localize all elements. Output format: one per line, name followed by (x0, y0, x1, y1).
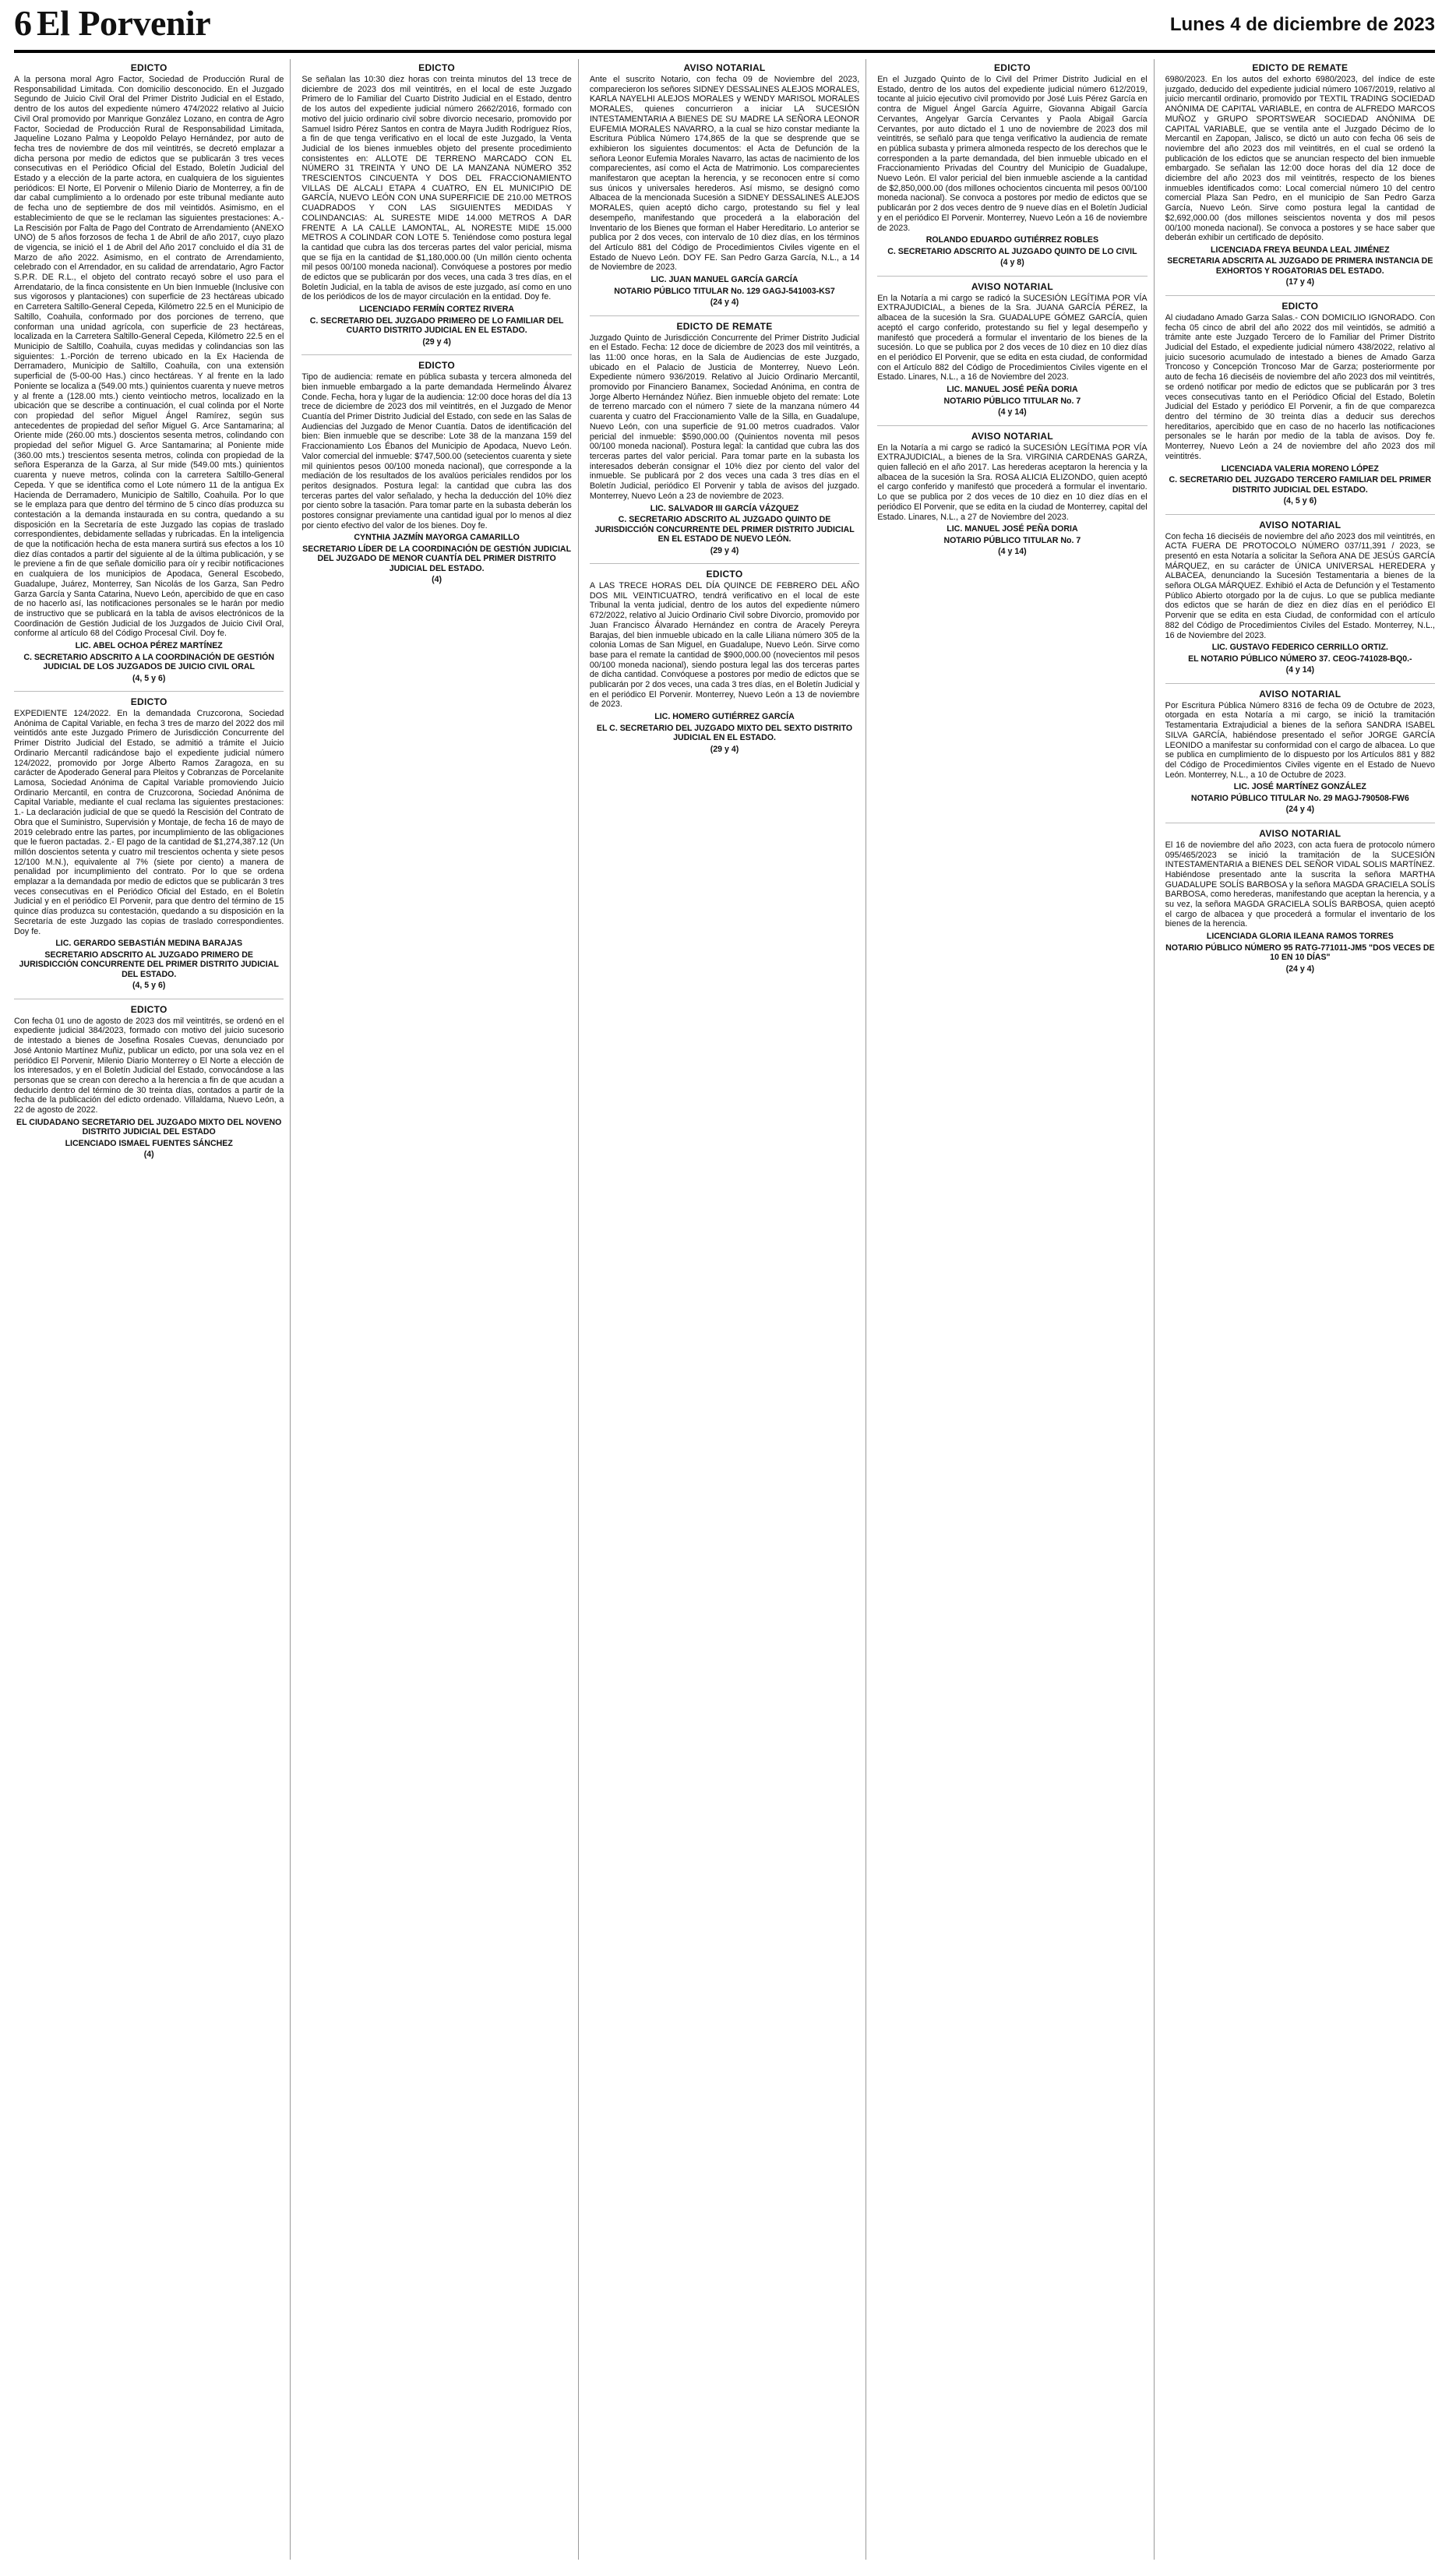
notice-body: Por Escritura Pública Número 8316 de fecha 09 de Octubre de 2023, otorgada en esta Notaría a mi cargo, se inició la tramitación Testamentaria Extrajudicial a bienes de la señora SANDRA ISABEL SILVA GARCÍA, habiéndose presentado el señor JORGE GARCÍA LEONIDO a manifestar su conformidad con el cargo de albacea. Lo que se publica en cumplimiento de lo dispuesto por los Artículos 881 y 882 del Código de Procedimientos Civiles vigente en el Estado de Nuevo León. Monterrey, N.L., a 10 de Octubre de 2023. (1165, 700, 1435, 780)
notice-signer: LICENCIADO FERMÍN CORTEZ RIVERA (359, 305, 515, 315)
notice-divider (877, 425, 1147, 426)
legal-notice (301, 360, 571, 585)
notice-divider (1165, 295, 1435, 296)
notice-signer: LIC. GUSTAVO FEDERICO CERRILLO ORTIZ. (1211, 643, 1388, 653)
notice-heading: AVISO NOTARIAL (683, 62, 766, 73)
notice-signer: LIC. JOSÉ MARTÍNEZ GONZÁLEZ (1233, 782, 1366, 792)
notice-body: En el Juzgado Quinto de lo Civil del Primer Distrito Judicial en el Estado, dentro de los autos del expediente judicial número 612/2019, tocante al juicio ejecutivo civil promovido por José Luis Pérez García en contra de Miguel Ángel García Aguirre, Giovanna Abigail García Cervantes, Angelyar García Cervantes y Paola Abigail García Cervantes, por auto dictado el 1 uno de noviembre de 2023 dos mil veintitrés, se señaló para que tenga verificativo la audiencia de remate en pública subasta y primera almoneda respecto de los derechos que le corresponden a la parte demandada, del bien inmueble ubicado en el Fraccionamiento Privadas del Country del Municipio de Guadalupe, Nuevo León. El valor pericial del bien inmueble asciende a la cantidad de $2,850,000.00 (dos millones ochocientos cincuenta mil pesos 00/100 moneda nacional). Se convoca a postores por medio de edictos que se publicarán por 2 dos veces dentro de 9 nueve días en el Boletín Judicial y en el periódico El Porvenir. Monterrey, Nuevo León a 16 de noviembre de 2023. (877, 75, 1148, 233)
notice-heading: EDICTO (130, 1003, 167, 1015)
notice-heading: AVISO NOTARIAL (1259, 688, 1341, 700)
notice-publication-ref: (29 y 4) (422, 337, 451, 347)
notice-heading: EDICTO (130, 62, 167, 73)
notice-heading: EDICTO (418, 360, 456, 372)
notice-signer: LIC. MANUEL JOSÉ PEÑA DORIA (947, 524, 1078, 534)
notice-signer: CYNTHIA JAZMÍN MAYORGA CAMARILLO (354, 533, 520, 543)
notice-publication-ref: (24 y 4) (710, 298, 739, 308)
notice-column-3 (590, 59, 866, 2560)
notice-signer-title: SECRETARIA ADSCRITA AL JUZGADO DE PRIMERA INSTANCIA DE EXHORTOS Y ROGATORIAS DEL ESTADO. (1167, 256, 1433, 276)
notice-body: Al ciudadano Amado Garza Salas.- CON DOMICILIO IGNORADO. Con fecha 05 cinco de abril del año 2022 dos mil veintidós, se admitió a trámite ante este Juzgado Tercero de lo Familiar del Primer Distrito Judicial del Estado, el expediente judicial número 438/2022, relativo al juicio sucesorio acumulado de intestado a bienes de Amado Garza Troncoso y Concepción Troncoso Mar de Garza; posteriormente por auto de fecha 16 dieciséis de noviembre del año 2023 dos mil veintitrés, se ordenó notificar por medio de edictos que se publicarán por 3 tres veces consecutivas tanto en el Periódico Oficial del Estado, Boletín Judicial del Estado y periódico El Porvenir, a fin de que comparezca dentro del término de 30 treinta días a deducir sus derechos hereditarios, apercibido que en caso de no hacerlo las notificaciones personales se le harán por medio de la tabla de avisos. Doy fe. Monterrey, Nuevo León a 24 de noviembre del año 2023 dos mil veintitrés. (1165, 312, 1435, 461)
notice-signer: LIC. HOMERO GUTIÉRREZ GARCÍA (654, 712, 795, 722)
notice-divider (1165, 683, 1435, 684)
issue-date: Lunes 4 de diciembre de 2023 (1169, 14, 1435, 35)
notice-heading: EDICTO (130, 696, 167, 708)
notice-divider (590, 315, 859, 316)
notice-signer: ROLANDO EDUARDO GUTIÉRREZ ROBLES (925, 235, 1099, 245)
notice-signer-title: C. SECRETARIO ADSCRITO AL JUZGADO QUINTO DE LO CIVIL (887, 246, 1137, 256)
notice-signer-title: NOTARIO PÚBLICO TITULAR No. 7 (943, 535, 1081, 545)
notice-heading: EDICTO (1282, 300, 1319, 312)
notice-signer: LIC. JUAN MANUEL GARCÍA GARCÍA (650, 275, 799, 285)
notice-signer: LIC. GERARDO SEBASTIÁN MEDINA BARAJAS (55, 939, 243, 949)
notice-signer: LICENCIADA FREYA BEUNDA LEAL JIMÉNEZ (1211, 245, 1390, 255)
notice-divider (14, 691, 284, 692)
notice-heading: AVISO NOTARIAL (971, 280, 1053, 292)
notice-signer: LICENCIADA VALERIA MORENO LÓPEZ (1221, 463, 1379, 474)
notice-signer-title: EL NOTARIO PÚBLICO NÚMERO 37. CEOG-741028-BQ0.- (1188, 654, 1412, 664)
notice-heading: EDICTO (706, 569, 743, 580)
notice-signer-title: EL C. SECRETARIO DEL JUZGADO MIXTO DEL SEXTO DISTRITO JUDICIAL EN EL ESTADO. (596, 723, 853, 743)
notice-body: EXPEDIENTE 124/2022. En la demandada Cruzcorona, Sociedad Anónima de Capital Variable, en fecha 3 tres de marzo del 2022 dos mil veintidós ante este Juzgado Primero de Jurisdicción Concurrente del Primer Distrito Judicial del Estado, se admitió a trámite el Juicio Ordinario Mercantil radicándose bajo el expediente judicial número 124/2022, promovido por Jorge Alberto Ramos Zaragoza, en su carácter de Apoderado General para Pleitos y Cobranzas de Porcelanite Lamosa, Sociedad Anónima de Capital Variable promoviendo Juicio Ordinario Mercantil, en contra de Cruzcorona, Sociedad Anónima de Capital Variable, mediante el cual reclama las siguientes prestaciones: 1.- La declaración judicial de que se quedó la Rescisión del Contrato de Obra que el Suministro, Supervisión y Montaje, de fecha 16 de mayo de 2019 celebrado entre las partes, por incumplimiento de las obligaciones que le fueron pactadas. 2.- El pago de la cantidad de $1,274,387.12 (Un millón doscientos setenta y cuatro mil trescientos ochenta y siete pesos 12/100 M.N.), equivalente al 7% (siete por ciento) a manera de penalidad por incumplimiento del contrato. Por lo que se ordena emplazar a la demandada por medio de edictos que se publicarán 3 tres veces consecutivas en el Periódico Oficial del Estado, en el Boletín Judicial y en el periódico El Porvenir, para que dentro del término de 15 quince días produzca su contestación, quedando a su disposición en la Secretaría de este Juzgado las copias de traslado correspondientes. Doy fe. (14, 709, 284, 936)
notice-body: Ante el suscrito Notario, con fecha 09 de Noviembre del 2023, comparecieron los señores SIDNEY DESSALINES ALEJOS MORALES, KARLA NAYELHI ALEJOS MORALES y WENDY MARISOL MORALES MORALES, quienes concurrieron a iniciar LA SUCESIÓN INTESTAMENTARIA A BIENES DE SU MADRE LA SEÑORA LEONOR EUFEMIA MORALES NAVARRO, a la cual se hizo constar mediante la Escritura Pública Número 174,865 de la que se desprende que se exhibieron los siguientes documentos: el Acta de Defunción de la señora Leonor Eufemia Morales Navarro, las actas de nacimiento de los comparecientes, así como el Acta de Matrimonio. Los comparecientes manifestaron que aceptan la herencia, y se reconocen entre sí como sus únicos y universales herederos. Así mismo, se designó como Albacea de la mencionada Sucesión a SIDNEY DESSALINES ALEJOS MORALES, quien aceptó dicho cargo, protestando su fiel y leal desempeño, manifestando que procederá a la elaboración del Inventario de los Bienes que forman el Haber Hereditario. Lo anterior se publica por 2 dos veces, con intervalo de 10 diez días, en los términos del Artículo 881 del Código de Procedimientos Civiles vigente en el Estado de Nuevo León. DOY FE. San Pedro Garza García, N.L., a 14 de Noviembre de 2023. (589, 75, 860, 273)
notice-publication-ref: (4) (432, 575, 442, 585)
legal-notice (14, 62, 284, 683)
notice-publication-ref: (24 y 4) (1285, 964, 1315, 974)
legal-notice (1165, 301, 1435, 506)
notice-body: Con fecha 16 dieciséis de noviembre del año 2023 dos mil veintitrés, en ACTA FUERA DE PROTOCOLO NÚMERO 037/11,391 / 2023, se presentó en esta Notaría a solicitar la Señora ANA DE JESÚS GARCÍA MÁRQUEZ, en su carácter de ÚNICA UNIVERSAL HEREDERA y ALBACEA, denunciando la Sucesión Testamentaria a bienes de la señora OLGA MÁRQUEZ. Exhibió el Acta de Defunción y el Testamento Público Abierto otorgado por la de cujus. Lo que se publica mediante dos edictos que se harán de diez en diez días en el periódico El Porvenir que se edita en esta Ciudad, de conformidad con el artículo 882 del Código de Procedimientos Civiles del Estado. Monterrey, N.L., 16 de Noviembre del 2023. (1165, 531, 1435, 640)
legal-notice (877, 281, 1147, 418)
notice-column-2 (301, 59, 578, 2560)
notice-body: El 16 de noviembre del año 2023, con acta fuera de protocolo número 095/465/2023 se inició la tramitación de la SUCESIÓN INTESTAMENTARIA a BIENES DEL SEÑOR VIDAL SOLIS MARTÍNEZ. Habiéndose presentado ante la suscrita la señora MARTHA GUADALUPE SOLÍS BARBOSA y la señora MAGDA GRACIELA SOLÍS BARBOSA, como herederas, manifestando que aceptan la herencia, y a su vez, la señora MAGDA GRACIELA SOLÍS BARBOSA, quien aceptó el cargo de albacea y que procederá a formular el inventario de los bienes de la herencia. (1165, 840, 1435, 929)
notice-signer: LIC. SALVADOR III GARCÍA VÁZQUEZ (650, 503, 799, 513)
legal-notice (14, 696, 284, 991)
legal-notice (1165, 520, 1435, 675)
masthead-brand (14, 2, 210, 45)
notice-heading: AVISO NOTARIAL (1259, 519, 1341, 530)
notice-body: En la Notaría a mi cargo se radicó la SUCESIÓN LEGÍTIMA POR VÍA EXTRAJUDICIAL, a bienes de la Sra. VIRGINIA CARDENAS GARZA, quien falleció en el año 2017. Las herederas aceptaron la herencia y la albacea de la sucesión la Sra. ROSA ALICIA ELIZONDO, quien aceptó el cargo conferido y manifestó que procederá a formular el inventario. Lo que se publica por 2 dos veces de 10 diez en 10 diez días en el periódico El Porvenir, que se edita en la ciudad de Monterrey, capital del Estado. Linares, N.L., a 27 de Noviembre del 2023. (877, 442, 1148, 522)
notice-publication-ref: (29 y 4) (710, 744, 739, 754)
notice-signer: EL CIUDADANO SECRETARIO DEL JUZGADO MIXTO DEL NOVENO DISTRITO JUDICIAL DEL ESTADO (16, 1117, 282, 1137)
notice-signer-title: C. SECRETARIO DEL JUZGADO TERCERO FAMILIAR DEL PRIMER DISTRITO JUDICIAL DEL ESTADO. (1169, 475, 1432, 495)
notice-signer: LIC. MANUEL JOSÉ PEÑA DORIA (947, 385, 1078, 395)
notice-body: Se señalan las 10:30 diez horas con treinta minutos del 13 trece de diciembre de 2023 dos mil veintitrés, en el local de este Juzgado Primero de lo Familiar del Cuarto Distrito Judicial en el Estado, dentro de los autos del expediente judicial número 2662/2016, formado con motivo del juicio ordinario civil sobre divorcio necesario, promovido por Samuel Isidro Pérez Santos en contra de Mayra Judith Rodríguez Ríos, a fin de que tenga verificativo en el local de este Juzgado, la Venta Judicial de los bienes inmuebles objeto del presente procedimiento consistentes en: ALLOTE DE TERRENO MARCADO CON EL NÚMERO 31 TREINTA Y UNO DE LA MANZANA NÚMERO 352 TRESCIENTOS CINCUENTA Y DOS DEL FRACCIONAMIENTO VILLAS DE ALCALI ETAPA 4 CUATRO, EN EL MUNICIPIO DE GARCÍA, NUEVO LEÓN CON UNA SUPERFICIE DE 210.00 METROS CUADRADOS Y CON LAS SIGUIENTES MEDIDAS Y COLINDANCIAS: AL SURESTE MIDE 14.000 METROS A DAR FRENTE A LA CALLE LAMONTAL, AL NORESTE MIDE 15.000 METROS A COLINDAR CON LOTE 5. Teniéndose como postura legal la cantidad que cubra las dos terceras partes del valor pericial, misma que se fija en la cantidad de $1,180,000.00 (Un millón ciento ochenta mil pesos 00/100 moneda nacional). Convóquese a postores por medio de edictos que se publicarán por dos veces, una cada 3 tres días, en el Boletín Judicial, en la tabla de avisos de este juzgado, así como en uno de los periódicos de los de mayor circulación en la entidad. Doy fe. (301, 75, 572, 302)
newspaper-name: El Porvenir (37, 3, 211, 43)
notice-publication-ref: (24 y 4) (1285, 805, 1315, 815)
notice-publication-ref: (4) (143, 1150, 154, 1160)
notice-body: 6980/2023. En los autos del exhorto 6980/2023, del índice de este juzgado, deducido del expediente judicial número 1067/2019, relativo al juicio mercantil ordinario, promovido por TEXTIL TRADING SOCIEDAD ANÓNIMA DE CAPITAL VARIABLE, en contra de ALFREDO MARCOS MUÑOZ y GRUPO SPORTSWEAR SOCIEDAD ANÓNIMA DE CAPITAL VARIABLE, que se ventila ante el Juzgado Décimo de lo Mercantil en Zapopan, Jalisco, se dictó un auto con fecha 06 seis de noviembre del año 2023 dos mil veintitrés, en el cual se ordenó la publicación de los edictos que se anuncian respecto del bien inmueble embargado. Se señalan las 12:00 doce horas del día 12 doce de diciembre del año 2023 dos mil veintitrés, respecto de los bienes inmuebles identificados como: Local comercial número 10 del centro comercial Plaza San Pedro, en el municipio de San Pedro Garza García, Nuevo León. Sirve como postura legal la cantidad de $2,692,000.00 (dos millones seiscientos noventa y dos mil pesos 00/100 moneda nacional). Se convoca a postores y se hace saber que deberán exhibir un certificado de depósito. (1165, 75, 1435, 243)
notice-publication-ref: (4 y 14) (998, 547, 1027, 557)
notice-column-1 (14, 59, 291, 2560)
notice-signer-title: C. SECRETARIO DEL JUZGADO PRIMERO DE LO FAMILIAR DEL CUARTO DISTRITO JUDICIAL EN EL ESTADO. (309, 315, 564, 336)
notice-signer: LIC. ABEL OCHOA PÉREZ MARTÍNEZ (75, 641, 223, 651)
notice-publication-ref: (4, 5 y 6) (132, 981, 166, 991)
notice-divider (590, 563, 859, 564)
notice-body: A LAS TRECE HORAS DEL DÍA QUINCE DE FEBRERO DEL AÑO DOS MIL VEINTICUATRO, tendrá verificativo en el local de este Tribunal la venta judicial, dentro de los autos del expediente número 672/2022, relativo al Juicio Ordinario Civil sobre Divorcio, promovido por Juan Francisco Álvarado Hernández en contra de Aracely Pereyra Barajas, del bien inmueble ubicado en la calle Liliana número 305 de la colonia Lomas de San Miguel, en Guadalupe, Nuevo León. Sirve como base para el remate la cantidad de $900,000.00 (novecientos mil pesos 00/100 moneda nacional), siendo postura legal las dos terceras partes de dicha cantidad. Convóquese a postores por medio de edictos que se publicarán por 2 dos veces, una cada 3 tres días, en el Boletín Judicial y en el periódico El Porvenir. Monterrey, Nuevo León a 13 de noviembre de 2023. (589, 581, 860, 710)
legal-notice (877, 62, 1147, 268)
notice-signer-title: C. SECRETARIO ADSCRITO AL JUZGADO QUINTO DE JURISDICCIÓN CONCURRENTE DEL PRIMER DISTRITO JUDICIAL EN EL ESTADO DE NUEVO LEÓN. (594, 515, 855, 544)
notice-divider (877, 276, 1147, 277)
notice-signer-title: NOTARIO PÚBLICO TITULAR No. 129 GAGJ-541003-KS7 (614, 286, 835, 296)
notice-heading: EDICTO (418, 62, 456, 73)
notice-publication-ref: (4 y 14) (998, 407, 1027, 418)
notice-signer: LICENCIADA GLORIA ILEANA RAMOS TORRES (1206, 932, 1394, 942)
notice-signer-title: C. SECRETARIO ADSCRITO A LA COORDINACIÓN DE GESTIÓN JUDICIAL DE LOS JUZGADOS DE JUICIO CIVIL ORAL (23, 652, 275, 672)
notice-body: Tipo de audiencia: remate en pública subasta y tercera almoneda del bien inmueble embargado a la parte demandada Hermelindo Álvarez Conde. Fecha, hora y lugar de la audiencia: 12:00 doce horas del día 13 trece de diciembre de 2023 dos mil veintitrés, en el Juzgado de Menor Cuantía del Primer Distrito Judicial del Estado, con sede en las Salas de Audiencias del Juzgado de Menor Cuantía. Datos de identificación del bien: Bien inmueble que se describe: Lote 38 de la manzana 159 del Fraccionamiento Los Ébanos del Municipio de Apodaca, Nuevo León. Valor comercial del inmueble: $747,500.00 (setecientos cuarenta y siete mil quinientos pesos 00/100 moneda nacional), que corresponde a la mediación de los resultados de los avalúos periciales rendidos por los peritos designados. Postura legal: la cantidad que cubra las dos terceras partes del valor señalado, y hecha la deducción del 10% diez por ciento sobre la tasación. Para tomar parte en la subasta deberán los postores consignar previamente una cantidad igual por lo menos al diez por ciento efectivo del valor de los bienes. Doy fe. (301, 372, 572, 530)
notice-heading: AVISO NOTARIAL (971, 430, 1053, 442)
notice-publication-ref: (4, 5 y 6) (132, 673, 166, 683)
notice-body: A la persona moral Agro Factor, Sociedad de Producción Rural de Responsabilidad Limitada. Con domicilio desconocido. En el Juzgado Segundo de Juicio Civil Oral del Primer Distrito Judicial en el Estado, dentro de los autos del expediente número 474/2022 relativo al Juicio Civil Oral promovido por Manrique González Lozano, en contra de Agro Factor, Sociedad de Producción Rural de Responsabilidad Limitada, Jaqueline Lozano Palma y Leopoldo Pelayo Hernández, por auto de fecha tres de noviembre de dos mil veintitrés, se decretó emplazar a dicha persona por medio de edictos que se publicarán 3 tres veces consecutivas en el Periódico Oficial del Estado, Boletín Judicial del Estado y a elección de la parte actora, en cualquiera de los siguientes periódicos: El Norte, El Porvenir o Milenio Diario de Monterrey, a fin de dar cabal cumplimiento a lo ordenado por este tribunal mediante auto de fecha uno de septiembre de dos mil veintidós. Asimismo, en el establecimiento de que se le reclaman las siguientes prestaciones: A.- La Rescisión por Falta de Pago del Contrato de Arrendamiento (ANEXO UNO) de 5 años forzosos de fecha 1 de Abril de año 2017, cuyo plazo de vigencia, se inició el 1 de Abril del Año 2017 concluido el día 31 de Marzo de año 2022. Asimismo, en el contrato de Arrendamiento, celebrado con el Arrendador, en su calidad de arrendatario, Agro Factor S.P.R. DE R.L., el objeto del contrato recayó sobre el uso para el Arrendatario, de la finca consistente en Un bien Inmueble (Inclusive con sus vigorosos y plantaciones) con superficie de 23 hectáreas ubicado en Carretera Saltillo-General Cepeda, Kilómetro 22.5 en el Municipio de Saltillo, Coahuila, conformado por dos porciones de terreno, que conforman una unidad agrícola, con superficie de 23 hectáreas, localizada en la Carretera Saltillo-General Cepeda, Kilómetro 22.5 en el Municipio de Saltillo, Coahuila, cuyas medidas y colindancias son las siguientes: 1.-Porción de terreno ubicado en la Ex Hacienda de Derramadero, Municipio de Saltillo, Coahuila, con una extensión superficial de (5-00-00 Has.) cinco hectáreas. Y al frente en la lado Poniente se localiza a (549.00 mts.) quinientos cuarenta y nueve metros y al frente a (128.00 mts.) ciento veintiocho metros, localizado en la ubicación que se describe a continuación, el cual colinda por el Norte con propiedad del señor Miguel Ángel Ramírez, según sus antecedentes de propiedad del señor Miguel G. Arce Santamarina; al Oriente mide (260.00 mts.) doscientos sesenta metros, colindando con propiedad del señor Miguel G. Arce Santamarina; al Poniente mide (360.00 mts.) trescientos sesenta metros, colinda con propiedad de la señora Esperanza de la Garza, al Sur mide (549.00 mts.) quinientos cuarenta y nueve metros, colinda con la carretera Saltillo-General Cepeda. Y que se identifica como el Lote número 11 de la antigua Ex Hacienda de Derramadero, Municipio de Saltillo, Coahuila. Por lo que se le emplaza para que dentro del término de 5 cinco días produzca su contestación a la demanda instaurada en su contra, quedando a su disposición en la Secretaría de este Juzgado las copias de traslado correspondientes, debidamente selladas y rubricadas. En la inteligencia de que la notificación hecha de esta manera surtirá sus efectos a los 10 diez días contados a partir del siguiente al de la última publicación, y se le previene a fin de que señale domicilio para oír y recibir notificaciones en cualquiera de los municipios de Apodaca, General Escobedo, Guadalupe, Juárez, Monterrey, San Nicolás de los Garza, San Pedro Garza García y Santa Catarina, Nuevo León, apercibido de que en caso de no hacerlo así, las notificaciones personales se le harán por medio de instructivo que se publicará en la tabla de avisos electrónicos de la Coordinación de Gestión Judicial de los Juzgados de Juicio Civil Oral, conforme al artículo 68 del Código Procesal Civil. Doy fe. (14, 75, 284, 639)
legal-notice (877, 431, 1147, 557)
notice-signer-title: NOTARIO PÚBLICO TITULAR No. 7 (943, 396, 1081, 406)
notice-heading: EDICTO DE REMATE (676, 320, 773, 332)
notice-body: Juzgado Quinto de Jurisdicción Concurrente del Primer Distrito Judicial en el Estado. Fecha: 12 doce de diciembre de 2023 dos mil veintitrés, a las 11:00 once horas, en la Sala de Audiencias de este Juzgado, ubicado en el Palacio de Justicia de Monterrey, Nuevo León. Expediente número 936/2019. Relativo al Juicio Ordinario Mercantil, promovido por Financiero Banamex, Sociedad Anónima, en contra de Jorge Alberto Hernández Núñez. Bien inmueble objeto del remate: Lote de terreno marcado con el número 7 siete de la manzana número 44 cuarenta y cuatro del Fraccionamiento Valle de la Silla, en Guadalupe, Nuevo León, con una superficie de 91.00 metros cuadrados. Valor pericial del inmueble: $590,000.00 (Quinientos noventa mil pesos 00/100 moneda nacional). Postura legal: la cantidad que cubra las dos terceras partes del valor pericial. Para tomar parte en la subasta los interesados deberán consignar el 10% diez por ciento del valor del inmueble. Se publicará por 2 dos veces una cada 3 tres días en el Boletín Judicial, periódico El Porvenir y tabla de avisos del juzgado. Monterrey, Nuevo León a 23 de noviembre de 2023. (589, 333, 860, 501)
legal-notice (1165, 828, 1435, 974)
notice-publication-ref: (4, 5 y 6) (1283, 496, 1317, 506)
notice-signer-title: NOTARIO PÚBLICO NÚMERO 95 RATG-771011-JM5 "DOS VECES DE 10 EN 10 DÍAS" (1165, 943, 1435, 963)
notice-publication-ref: (4 y 14) (1285, 665, 1315, 675)
legal-notice (14, 1004, 284, 1160)
legal-notice (301, 62, 571, 347)
notice-divider (301, 354, 571, 355)
notice-column-4 (877, 59, 1154, 2560)
notice-publication-ref: (4 y 8) (1000, 258, 1024, 268)
notice-signer-title: LICENCIADO ISMAEL FUENTES SÁNCHEZ (65, 1138, 233, 1148)
notice-signer-title: SECRETARIO LÍDER DE LA COORDINACIÓN DE GESTIÓN JUDICIAL DEL JUZGADO DE MENOR CUANTÍA DEL PRIMER DISTRITO JUDICIAL DEL ESTADO. (302, 544, 572, 573)
notice-divider (1165, 514, 1435, 515)
masthead (14, 0, 1435, 53)
notice-body: Con fecha 01 uno de agosto de 2023 dos mil veintitrés, se ordenó en el expediente judicial 384/2023, formado con motivo del juicio sucesorio de intestado a bienes de Josefina Rosales Cuevas, denunciado por José Antonio Martínez Muñiz, publicar un edicto, por una sola vez en el periódico El Porvenir, Milenio Diario Monterrey o El Norte a elección de los interesados, y en el Boletín Judicial del Estado, convocándose a las personas que se crean con derecho a la herencia a fin de que acudan a deducirlo dentro del término de 30 treinta días, contados a partir de la fecha de la publicación del edicto ordenado. Villaldama, Nuevo León, a 22 de agosto de 2022. (14, 1016, 284, 1115)
notice-publication-ref: (17 y 4) (1285, 277, 1315, 287)
legal-notice (1165, 62, 1435, 287)
legal-notice (590, 62, 859, 308)
notice-column-5 (1165, 59, 1435, 2560)
notice-heading: EDICTO (993, 62, 1031, 73)
notice-signer-title: SECRETARIO ADSCRITO AL JUZGADO PRIMERO DE JURISDICCIÓN CONCURRENTE DEL PRIMER DISTRITO JUDICIAL DEL ESTADO. (19, 950, 279, 979)
legal-notices-columns (14, 59, 1435, 2560)
notice-heading: AVISO NOTARIAL (1259, 827, 1341, 839)
legal-notice (590, 569, 859, 754)
legal-notice (1165, 689, 1435, 815)
legal-notice (590, 321, 859, 555)
notice-signer-title: NOTARIO PÚBLICO TITULAR No. 29 MAGJ-790508-FW6 (1190, 793, 1409, 803)
notice-publication-ref: (29 y 4) (710, 545, 739, 555)
page-number: 6 (14, 3, 32, 43)
notice-heading: EDICTO DE REMATE (1252, 62, 1349, 73)
notice-body: En la Notaría a mi cargo se radicó la SUCESIÓN LEGÍTIMA POR VÍA EXTRAJUDICIAL, a bienes de la Sra. JUANA GARCÍA PÉREZ, la albacea de la sucesión la Sra. GUADALUPE GÓMEZ GARCÍA, quien aceptó el cargo conferido, protestando su fiel y legal desempeño y manifestó que procederá a formular el inventario de los bienes de la sucesión. Lo que se publica por 2 dos veces de 10 diez en 10 diez días en el periódico El Porvenir, que se edita en esta ciudad, de conformidad con el Artículo 882 del Código de Procedimientos Civiles vigente en el Estado. Linares, N.L., a 16 de Noviembre del 2023. (877, 293, 1148, 382)
